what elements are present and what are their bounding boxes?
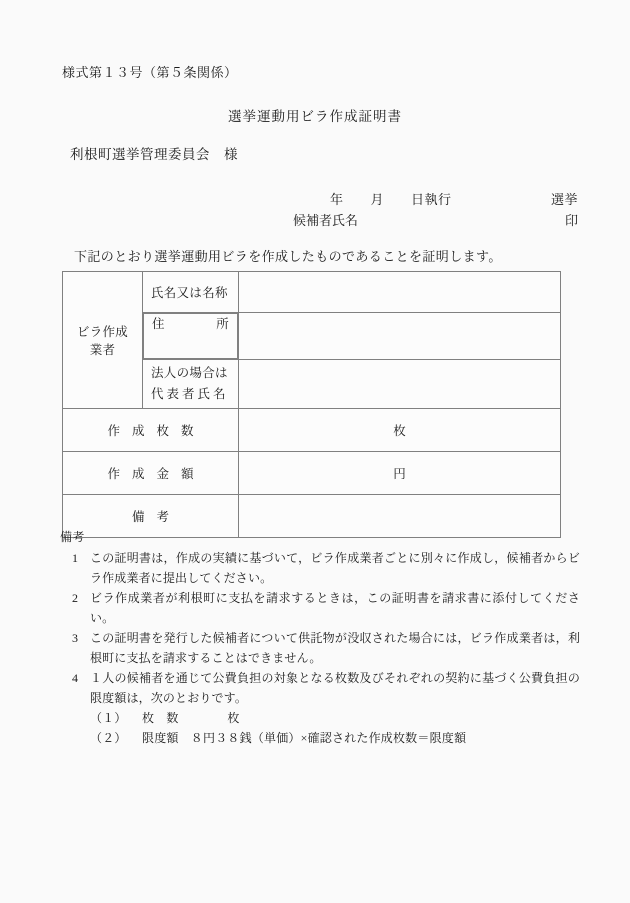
note-number: 1 [72, 551, 78, 566]
label-company-name: 氏名又は名称 [143, 272, 239, 313]
table-row [63, 409, 561, 452]
note-sub-marker: （２） [90, 731, 127, 746]
addressee-line: 利根町選挙管理委員会 様 [70, 147, 238, 162]
note-text: １人の候補者を通じて公費負担の対象となる枚数及びそれぞれの契約に基づく公費負担の限度額は，次のとおりです。 [90, 671, 580, 705]
note-text: この証明書を発行した候補者について供託物が没収された場合には，ビラ作成業者は，利根町に支払を請求することはできません。 [90, 631, 580, 665]
note-number: 2 [72, 591, 78, 606]
note-sub-text: 限度額 ８円３８銭（単価）×確認された作成枚数＝限度額 [142, 731, 467, 746]
value-amount-produced[interactable]: 円 [239, 452, 561, 495]
label-address [143, 313, 238, 359]
candidate-name-line [293, 210, 578, 229]
table-row [63, 272, 561, 313]
table-row [63, 452, 561, 495]
certificate-table [62, 271, 561, 538]
notes-heading: 備考 [60, 530, 85, 544]
label-address-second: 所 [216, 317, 229, 331]
note-number: 3 [72, 631, 78, 646]
label-amount-produced: 作成金額 [63, 452, 239, 495]
note-sub-text: 枚 数 枚 [142, 710, 240, 725]
note-sub-item [90, 709, 580, 728]
value-quantity-produced[interactable]: 枚 [239, 409, 561, 452]
form-number: 様式第１３号（第５条関係） [62, 65, 238, 80]
label-representative-line2: 代表者氏名 [151, 387, 229, 401]
label-representative-name [143, 360, 239, 409]
printer-group-label: ビラ作成業者 [63, 272, 143, 409]
notes-section [60, 528, 580, 749]
label-quantity-produced: 作成枚数 [63, 409, 239, 452]
election-date-blanks: 年 月 日執行 [330, 192, 452, 207]
value-address[interactable] [239, 313, 561, 360]
value-representative-name[interactable] [239, 360, 561, 409]
election-word: 選挙 [550, 192, 578, 207]
note-number: 4 [72, 671, 78, 686]
note-text: ビラ作成業者が利根町に支払を請求するときは，この証明書を請求書に添付してください。 [90, 591, 580, 625]
value-company-name[interactable] [239, 272, 561, 313]
label-address-first: 住 [152, 317, 165, 331]
label-remarks: 備考 [63, 495, 239, 538]
note-item [60, 549, 580, 588]
note-item [60, 669, 580, 708]
certification-statement: 下記のとおり選挙運動用ビラを作成したものであることを証明します。 [74, 249, 502, 264]
document-title: 選挙運動用ビラ作成証明書 [228, 109, 402, 124]
label-representative-line1: 法人の場合は [151, 366, 228, 381]
note-text: この証明書は，作成の実績に基づいて，ビラ作成業者ごとに別々に作成し，候補者からビラ作成業者に提出してください。 [90, 551, 580, 585]
candidate-name-label: 候補者氏名 [293, 213, 359, 228]
note-item [60, 629, 580, 668]
note-item [60, 589, 580, 628]
seal-mark: 印 [564, 213, 578, 228]
election-date-line [330, 189, 578, 208]
note-sub-item [90, 729, 580, 748]
note-sub-marker: （１） [90, 710, 127, 725]
